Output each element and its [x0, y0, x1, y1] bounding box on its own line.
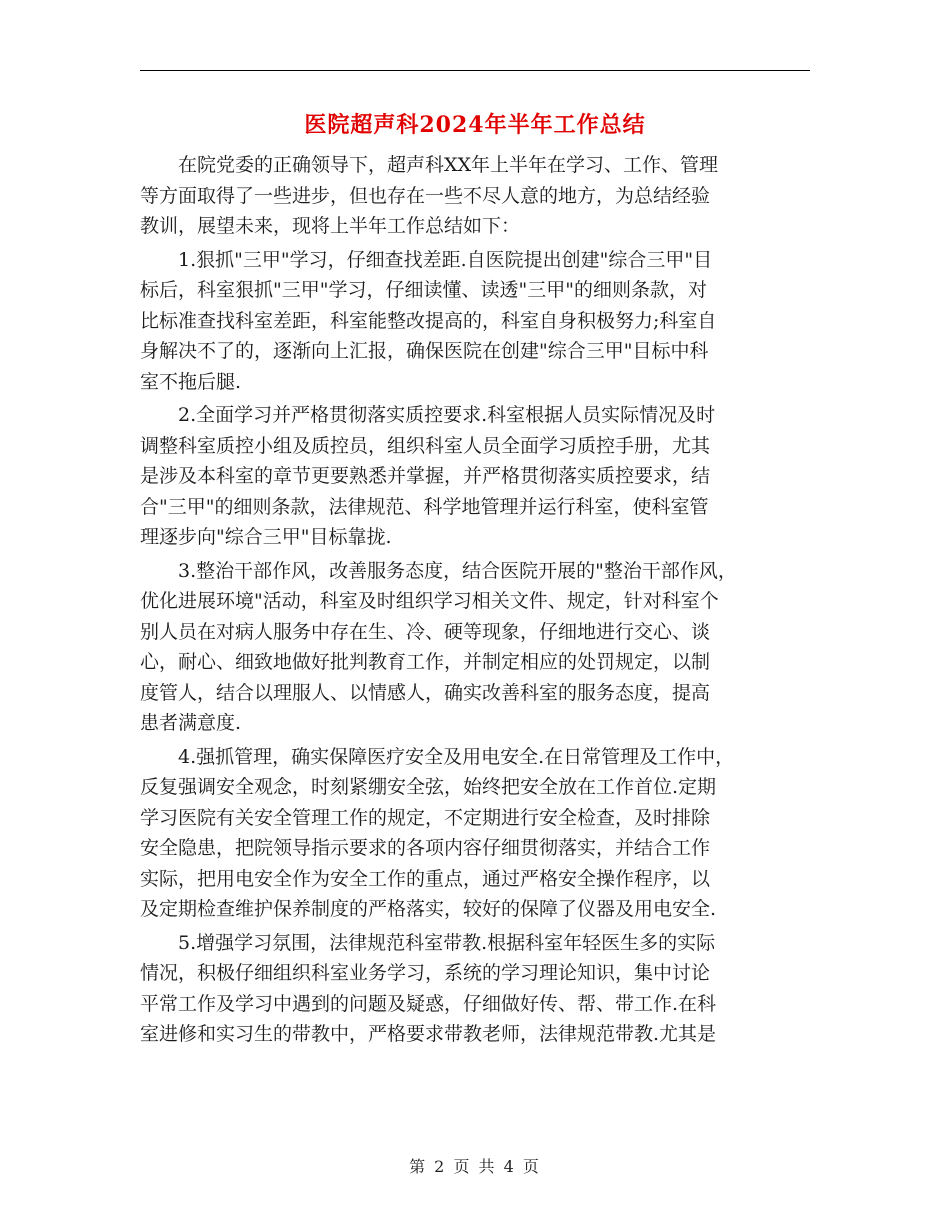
text-line: 心，耐心、细致地做好批判教育工作，并制定相应的处罚规定，以制: [140, 651, 711, 673]
text-line: 在院党委的正确领导下，超声科XX年上半年在学习、工作、管理: [140, 154, 719, 176]
text-line: 及定期检查维护保养制度的严格落实，较好的保障了仪器及用电安全.: [140, 898, 717, 920]
text-line: 平常工作及学习中遇到的问题及疑惑，仔细做好传、帮、带工作.在科: [140, 992, 717, 1015]
text-line: 合"三甲"的细则条款，法律规范、科学地管理并运行科室，使科室管: [140, 495, 709, 518]
document-title: 医院超声科2024年半年工作总结: [304, 112, 646, 138]
text-line: 教训，展望未来，现将上半年工作总结如下：: [140, 215, 521, 237]
text-line: 优化进展环境"活动，科室及时组织学习相关文件、规定，针对科室个: [140, 590, 719, 612]
text-line: 1.狠抓"三甲"学习，仔细查找差距.自医院提出创建"综合三甲"目: [140, 248, 713, 271]
text-line: 5.增强学习氛围，法律规范科室带教.根据科室年轻医生多的实际: [140, 931, 716, 954]
paragraph-intro: [140, 150, 810, 242]
page-footer: 第 2 页 共 4 页: [409, 1157, 541, 1176]
text-line: 室进修和实习生的带教中，严格要求带教老师，法律规范带教.尤其是: [140, 1023, 717, 1045]
text-line: 身解决不了的，逐渐向上汇报，确保医院在创建"综合三甲"目标中科: [140, 340, 709, 362]
paragraph-item-3: [140, 556, 810, 739]
text-line: 比标准查找科室差距，科室能整改提高的，科室自身积极努力;科室自: [140, 309, 717, 332]
text-line: 情况，积极仔细组织科室业务学习，系统的学习理论知识，集中讨论: [140, 962, 711, 984]
text-line: 2.全面学习并严格贯彻落实质控要求.科室根据人员实际情况及时: [140, 404, 716, 426]
text-line: 调整科室质控小组及质控员，组织科室人员全面学习质控手册，尤其: [140, 434, 711, 457]
paragraph-item-1: [140, 245, 810, 398]
text-line: 理逐步向"综合三甲"目标靠拢.: [140, 526, 392, 548]
paragraph-item-5: [140, 928, 810, 1050]
text-line: 患者满意度.: [140, 712, 242, 734]
text-line: 反复强调安全观念，时刻紧绷安全弦，始终把安全放在工作首位.定期: [140, 776, 717, 798]
text-line: 学习医院有关安全管理工作的规定，不定期进行安全检查，及时排除: [140, 806, 711, 829]
text-line: 标后，科室狠抓"三甲"学习，仔细读懂、读透"三甲"的细则条款，对: [140, 279, 707, 301]
text-line: 等方面取得了一些进步，但也存在一些不尽人意的地方，为总结经验: [140, 184, 711, 207]
text-line: 度管人，结合以理服人、以情感人，确实改善科室的服务态度，提高: [140, 681, 711, 704]
paragraph-item-2: [140, 400, 810, 553]
text-line: 别人员在对病人服务中存在生、冷、硬等现象，仔细地进行交心、谈: [140, 620, 711, 643]
text-line: 安全隐患，把院领导指示要求的各项内容仔细贯彻落实，并结合工作: [140, 837, 711, 859]
text-line: 4.强抓管理，确实保障医疗安全及用电安全.在日常管理及工作中，: [140, 745, 735, 768]
text-line: 室不拖后腿.: [140, 370, 242, 393]
text-line: 是涉及本科室的章节更要熟悉并掌握，并严格贯彻落实质控要求，结: [140, 465, 711, 487]
header-rule: [140, 70, 810, 71]
paragraph-item-4: [140, 742, 810, 925]
text-line: 实际，把用电安全作为安全工作的重点，通过严格安全操作程序，以: [140, 867, 711, 890]
document-body: [140, 150, 810, 1053]
text-line: 3.整治干部作风，改善服务态度，结合医院开展的"整治干部作风，: [140, 559, 737, 582]
